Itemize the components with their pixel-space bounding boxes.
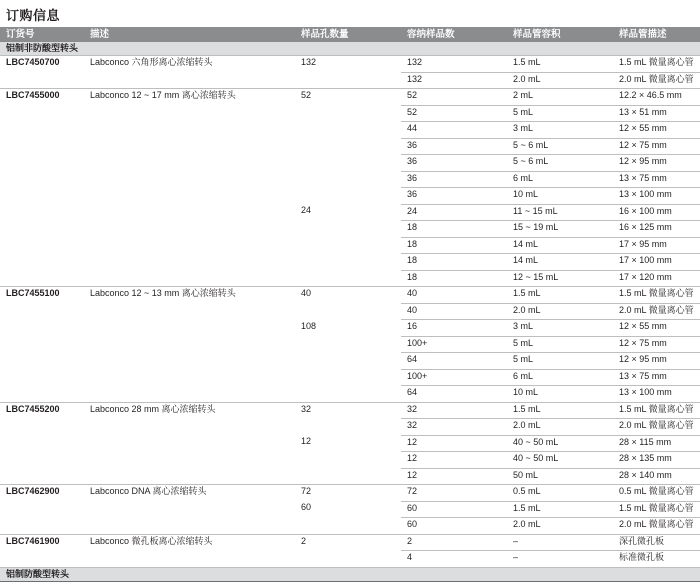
tube-description-cell: 13 × 100 mm (613, 188, 700, 205)
order-number-cell (0, 155, 84, 172)
sample-capacity-cell: 40 (401, 303, 507, 320)
description-cell (84, 155, 295, 172)
table-row (0, 204, 700, 221)
order-number-cell (0, 551, 84, 568)
table-row (0, 270, 700, 287)
sample-capacity-cell: 72 (401, 485, 507, 502)
sample-capacity-cell: 4 (401, 551, 507, 568)
section-label: 铝制防酸型转头 (0, 567, 700, 581)
table-row (0, 237, 700, 254)
description-cell (84, 270, 295, 287)
tube-description-cell: 1.5 mL 微量离心管 (613, 501, 700, 518)
order-number-cell (0, 188, 84, 205)
table-row (0, 386, 700, 403)
sample-capacity-cell: 36 (401, 155, 507, 172)
sample-capacity-cell: 52 (401, 105, 507, 122)
well-count-cell (295, 468, 401, 485)
tube-volume-cell: 14 mL (507, 254, 613, 271)
tube-description-cell: 2.0 mL 微量离心管 (613, 419, 700, 436)
well-count-cell (295, 254, 401, 271)
page-title: 订购信息 (6, 8, 61, 23)
order-number-cell (0, 303, 84, 320)
order-number-cell: LBC7450700 (0, 56, 84, 73)
section-label: 铝制非防酸型转头 (0, 42, 700, 56)
order-number-cell (0, 171, 84, 188)
sample-capacity-cell: 132 (401, 56, 507, 73)
sample-capacity-cell: 12 (401, 468, 507, 485)
tube-volume-cell: 10 mL (507, 386, 613, 403)
table-row (0, 353, 700, 370)
tube-description-cell: 12 × 55 mm (613, 320, 700, 337)
table-row (0, 320, 700, 337)
description-cell (84, 452, 295, 469)
description-cell (84, 419, 295, 436)
tube-description-cell: 13 × 51 mm (613, 105, 700, 122)
order-number-cell (0, 138, 84, 155)
tube-description-cell: 12 × 55 mm (613, 122, 700, 139)
description-cell: Labconco 微孔板离心浓缩转头 (84, 534, 295, 551)
tube-description-cell: 17 × 120 mm (613, 270, 700, 287)
tube-description-cell: 2.0 mL 微量离心管 (613, 518, 700, 535)
tube-description-cell: 28 × 135 mm (613, 452, 700, 469)
description-cell (84, 122, 295, 139)
sample-capacity-cell: 100+ (401, 336, 507, 353)
well-count-cell (295, 122, 401, 139)
description-cell (84, 501, 295, 518)
well-count-cell: 24 (301, 205, 312, 216)
tube-description-cell: 16 × 125 mm (613, 221, 700, 238)
table-row (0, 105, 700, 122)
order-number-cell (0, 204, 84, 221)
table-row (0, 419, 700, 436)
table-row (0, 518, 700, 535)
tube-description-cell: 17 × 100 mm (613, 254, 700, 271)
order-number-cell (0, 468, 84, 485)
table-row (0, 89, 700, 106)
tube-description-cell: 1.5 mL 微量离心管 (613, 287, 700, 304)
tube-description-cell: 12 × 95 mm (613, 353, 700, 370)
table-row (0, 221, 700, 238)
description-cell (84, 237, 295, 254)
section-row (0, 42, 700, 56)
sample-capacity-cell: 18 (401, 237, 507, 254)
tube-description-cell: 0.5 mL 微量离心管 (613, 485, 700, 502)
tube-volume-cell: 11 ~ 15 mL (507, 204, 613, 221)
sample-capacity-cell: 2 (401, 534, 507, 551)
tube-volume-cell: – (507, 534, 613, 551)
table-row (0, 468, 700, 485)
table-row (0, 551, 700, 568)
description-cell (84, 105, 295, 122)
description-cell (84, 336, 295, 353)
description-cell: Labconco 28 mm 离心浓缩转头 (84, 402, 295, 419)
order-number-cell (0, 336, 84, 353)
table-row (0, 402, 700, 419)
well-count-cell (295, 270, 401, 287)
sample-capacity-cell: 100+ (401, 369, 507, 386)
tube-volume-cell: 14 mL (507, 237, 613, 254)
table-body (0, 42, 700, 582)
table-header-row (0, 27, 700, 42)
well-count-cell (295, 551, 401, 568)
tube-volume-cell: – (507, 551, 613, 568)
table-row (0, 336, 700, 353)
table-row (0, 501, 700, 518)
order-number-cell (0, 501, 84, 518)
well-count-cell: 108 (301, 320, 317, 331)
tube-volume-cell: 5 ~ 6 mL (507, 155, 613, 172)
table-row (0, 435, 700, 452)
order-number-cell (0, 369, 84, 386)
tube-volume-cell: 2 mL (507, 89, 613, 106)
description-cell (84, 435, 295, 452)
order-number-cell (0, 518, 84, 535)
table-row (0, 122, 700, 139)
order-number-cell (0, 221, 84, 238)
description-cell (84, 386, 295, 403)
tube-volume-cell: 50 mL (507, 468, 613, 485)
tube-volume-cell: 15 ~ 19 mL (507, 221, 613, 238)
table-row (0, 155, 700, 172)
well-count-cell (295, 353, 401, 370)
well-count-cell: 32 (295, 402, 401, 419)
section-row (0, 567, 700, 581)
order-number-cell (0, 254, 84, 271)
tube-volume-cell: 6 mL (507, 369, 613, 386)
tube-description-cell: 2.0 mL 微量离心管 (613, 72, 700, 89)
tube-volume-cell: 1.5 mL (507, 402, 613, 419)
tube-volume-cell: 1.5 mL (507, 56, 613, 73)
tube-volume-cell: 5 mL (507, 336, 613, 353)
sample-capacity-cell: 18 (401, 254, 507, 271)
description-cell: Labconco 12 ~ 13 mm 离心浓缩转头 (84, 287, 295, 304)
well-count-cell (295, 171, 401, 188)
table-row (0, 171, 700, 188)
table-row (0, 188, 700, 205)
table-row (0, 452, 700, 469)
tube-volume-cell: 2.0 mL (507, 419, 613, 436)
tube-description-cell: 12.2 × 46.5 mm (613, 89, 700, 106)
well-count-cell: 52 (295, 89, 401, 106)
description-cell (84, 468, 295, 485)
tube-volume-cell: 1.5 mL (507, 287, 613, 304)
well-count-cell (295, 105, 401, 122)
sample-capacity-cell: 12 (401, 452, 507, 469)
tube-description-cell: 标准微孔板 (613, 551, 700, 568)
tube-volume-cell: 5 ~ 6 mL (507, 138, 613, 155)
sample-capacity-cell: 32 (401, 402, 507, 419)
order-number-cell (0, 386, 84, 403)
sample-capacity-cell: 18 (401, 270, 507, 287)
tube-volume-cell: 0.5 mL (507, 485, 613, 502)
well-count-cell (295, 303, 401, 320)
sample-capacity-cell: 40 (401, 287, 507, 304)
header-tube-volume: 样品管容积 (507, 27, 613, 42)
tube-volume-cell: 3 mL (507, 122, 613, 139)
tube-description-cell: 12 × 95 mm (613, 155, 700, 172)
tube-volume-cell: 12 ~ 15 mL (507, 270, 613, 287)
description-cell (84, 320, 295, 337)
order-number-cell (0, 270, 84, 287)
table-row (0, 287, 700, 304)
order-number-cell (0, 435, 84, 452)
description-cell (84, 551, 295, 568)
order-number-cell (0, 105, 84, 122)
well-count-cell: 12 (301, 436, 312, 447)
tube-description-cell: 17 × 95 mm (613, 237, 700, 254)
order-number-cell: LBC7461900 (0, 534, 84, 551)
sample-capacity-cell: 32 (401, 419, 507, 436)
order-number-cell: LBC7455100 (0, 287, 84, 304)
well-count-cell: 132 (295, 56, 401, 73)
tube-description-cell: 28 × 115 mm (613, 435, 700, 452)
description-cell (84, 254, 295, 271)
table-row (0, 72, 700, 89)
description-cell (84, 518, 295, 535)
order-number-cell (0, 237, 84, 254)
tube-description-cell: 16 × 100 mm (613, 204, 700, 221)
description-cell (84, 72, 295, 89)
header-well-count: 样品孔数量 (295, 27, 401, 42)
sample-capacity-cell: 60 (401, 518, 507, 535)
well-count-cell: 2 (295, 534, 401, 551)
description-cell (84, 171, 295, 188)
well-count-cell (295, 336, 401, 353)
description-cell (84, 369, 295, 386)
table-row (0, 369, 700, 386)
table-row (0, 56, 700, 73)
well-count-cell (295, 188, 401, 205)
well-count-cell (295, 237, 401, 254)
sample-capacity-cell: 36 (401, 188, 507, 205)
well-count-cell: 72 (295, 485, 401, 502)
description-cell (84, 138, 295, 155)
tube-volume-cell: 40 ~ 50 mL (507, 452, 613, 469)
well-count-cell (295, 72, 401, 89)
tube-description-cell: 深孔微孔板 (613, 534, 700, 551)
sample-capacity-cell: 24 (401, 204, 507, 221)
order-number-cell: LBC7455000 (0, 89, 84, 106)
well-count-cell (295, 221, 401, 238)
sample-capacity-cell: 12 (401, 435, 507, 452)
ordering-table (0, 27, 700, 582)
tube-description-cell: 13 × 100 mm (613, 386, 700, 403)
well-count-cell: 60 (301, 502, 312, 513)
header-sample-capacity: 容纳样品数 (401, 27, 507, 42)
tube-volume-cell: 5 mL (507, 353, 613, 370)
table-row (0, 138, 700, 155)
well-count-cell (295, 155, 401, 172)
header-tube-description: 样品管描述 (613, 27, 700, 42)
table-row (0, 534, 700, 551)
order-number-cell (0, 353, 84, 370)
description-cell: Labconco DNA 离心浓缩转头 (84, 485, 295, 502)
well-count-cell: 40 (295, 287, 401, 304)
sample-capacity-cell: 36 (401, 171, 507, 188)
tube-volume-cell: 2.0 mL (507, 72, 613, 89)
order-number-cell (0, 452, 84, 469)
description-cell (84, 353, 295, 370)
description-cell (84, 204, 295, 221)
description-cell: Labconco 六角形离心浓缩转头 (84, 56, 295, 73)
sample-capacity-cell: 52 (401, 89, 507, 106)
sample-capacity-cell: 16 (401, 320, 507, 337)
tube-volume-cell: 1.5 mL (507, 501, 613, 518)
table-row (0, 303, 700, 320)
sample-capacity-cell: 36 (401, 138, 507, 155)
well-count-cell (295, 138, 401, 155)
tube-description-cell: 28 × 140 mm (613, 468, 700, 485)
sample-capacity-cell: 18 (401, 221, 507, 238)
well-count-cell (295, 518, 401, 535)
order-number-cell (0, 72, 84, 89)
order-number-cell (0, 419, 84, 436)
description-cell (84, 221, 295, 238)
tube-description-cell: 13 × 75 mm (613, 369, 700, 386)
order-number-cell: LBC7455200 (0, 402, 84, 419)
order-number-cell (0, 122, 84, 139)
sample-capacity-cell: 64 (401, 386, 507, 403)
description-cell (84, 188, 295, 205)
sample-capacity-cell: 44 (401, 122, 507, 139)
tube-volume-cell: 6 mL (507, 171, 613, 188)
tube-volume-cell: 2.0 mL (507, 303, 613, 320)
tube-volume-cell: 3 mL (507, 320, 613, 337)
order-number-cell: LBC7462900 (0, 485, 84, 502)
tube-description-cell: 1.5 mL 微量离心管 (613, 402, 700, 419)
well-count-cell (295, 369, 401, 386)
well-count-cell (295, 386, 401, 403)
table-row (0, 254, 700, 271)
tube-description-cell: 1.5 mL 微量离心管 (613, 56, 700, 73)
tube-description-cell: 2.0 mL 微量离心管 (613, 303, 700, 320)
tube-description-cell: 12 × 75 mm (613, 336, 700, 353)
tube-description-cell: 13 × 75 mm (613, 171, 700, 188)
order-number-cell (0, 320, 84, 337)
description-cell: Labconco 12 ~ 17 mm 离心浓缩转头 (84, 89, 295, 106)
tube-volume-cell: 10 mL (507, 188, 613, 205)
tube-volume-cell: 5 mL (507, 105, 613, 122)
header-order-no: 订货号 (0, 27, 84, 42)
sample-capacity-cell: 64 (401, 353, 507, 370)
tube-description-cell: 12 × 75 mm (613, 138, 700, 155)
sample-capacity-cell: 132 (401, 72, 507, 89)
tube-volume-cell: 2.0 mL (507, 518, 613, 535)
well-count-cell (295, 419, 401, 436)
well-count-cell (295, 452, 401, 469)
header-description: 描述 (84, 27, 295, 42)
tube-volume-cell: 40 ~ 50 mL (507, 435, 613, 452)
table-row (0, 485, 700, 502)
description-cell (84, 303, 295, 320)
sample-capacity-cell: 60 (401, 501, 507, 518)
